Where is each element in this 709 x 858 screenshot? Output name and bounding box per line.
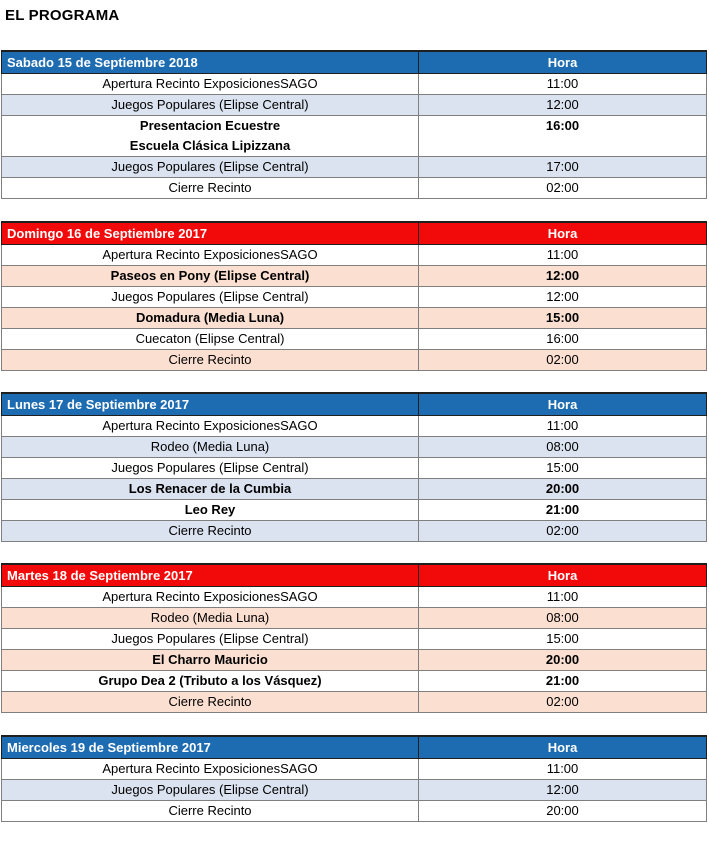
hora-header: Hora <box>419 393 707 416</box>
event-cell: Los Renacer de la Cumbia <box>2 479 419 500</box>
event-cell: Rodeo (Media Luna) <box>2 608 419 629</box>
hora-header: Hora <box>419 51 707 74</box>
time-cell: 21:00 <box>419 671 707 692</box>
event-cell: Apertura Recinto ExposicionesSAGO <box>2 74 419 95</box>
time-cell: 08:00 <box>419 608 707 629</box>
time-cell: 02:00 <box>419 521 707 542</box>
time-cell: 20:00 <box>419 650 707 671</box>
table-row <box>2 74 707 95</box>
event-cell: Paseos en Pony (Elipse Central) <box>2 266 419 287</box>
hora-header: Hora <box>419 564 707 587</box>
event-cell <box>2 116 419 157</box>
event-cell: Juegos Populares (Elipse Central) <box>2 629 419 650</box>
time-cell: 12:00 <box>419 266 707 287</box>
table-row <box>2 759 707 780</box>
day-title: Sabado 15 de Septiembre 2018 <box>2 51 419 74</box>
time-cell: 12:00 <box>419 95 707 116</box>
day-title: Miercoles 19 de Septiembre 2017 <box>2 736 419 759</box>
time-cell: 20:00 <box>419 479 707 500</box>
event-cell: Cierre Recinto <box>2 692 419 713</box>
event-cell: Cierre Recinto <box>2 801 419 822</box>
table-row <box>2 329 707 350</box>
event-cell: Leo Rey <box>2 500 419 521</box>
time-cell: 15:00 <box>419 458 707 479</box>
time-cell: 11:00 <box>419 759 707 780</box>
table-row <box>2 500 707 521</box>
schedule-table-lunes <box>1 392 707 542</box>
table-row <box>2 287 707 308</box>
table-row <box>2 479 707 500</box>
time-cell: 11:00 <box>419 416 707 437</box>
time-cell: 11:00 <box>419 74 707 95</box>
event-cell: Cierre Recinto <box>2 350 419 371</box>
event-cell: Apertura Recinto ExposicionesSAGO <box>2 245 419 266</box>
schedule-table-sabado <box>1 50 707 199</box>
event-cell: Cierre Recinto <box>2 521 419 542</box>
event-cell: Apertura Recinto ExposicionesSAGO <box>2 759 419 780</box>
table-row <box>2 157 707 178</box>
page-title: EL PROGRAMA <box>5 7 120 24</box>
day-title: Domingo 16 de Septiembre 2017 <box>2 222 419 245</box>
event-cell: Domadura (Media Luna) <box>2 308 419 329</box>
event-cell: Grupo Dea 2 (Tributo a los Vásquez) <box>2 671 419 692</box>
event-cell: Juegos Populares (Elipse Central) <box>2 95 419 116</box>
table-row <box>2 692 707 713</box>
event-cell: Juegos Populares (Elipse Central) <box>2 157 419 178</box>
event-cell: Rodeo (Media Luna) <box>2 437 419 458</box>
time-cell: 11:00 <box>419 245 707 266</box>
table-row <box>2 521 707 542</box>
time-cell: 15:00 <box>419 629 707 650</box>
time-cell: 08:00 <box>419 437 707 458</box>
time-cell: 16:00 <box>419 116 707 157</box>
table-row <box>2 308 707 329</box>
table-header-row <box>2 736 707 759</box>
table-row <box>2 116 707 157</box>
table-row <box>2 245 707 266</box>
table-row <box>2 437 707 458</box>
event-cell: Cuecaton (Elipse Central) <box>2 329 419 350</box>
table-row <box>2 458 707 479</box>
schedule-table-miercoles <box>1 735 707 822</box>
time-cell: 02:00 <box>419 178 707 199</box>
schedule-table-martes <box>1 563 707 713</box>
time-cell: 15:00 <box>419 308 707 329</box>
table-header-row <box>2 393 707 416</box>
table-row <box>2 650 707 671</box>
schedule-table-domingo <box>1 221 707 371</box>
event-cell: El Charro Mauricio <box>2 650 419 671</box>
day-title: Lunes 17 de Septiembre 2017 <box>2 393 419 416</box>
time-cell: 20:00 <box>419 801 707 822</box>
time-cell: 17:00 <box>419 157 707 178</box>
table-row <box>2 178 707 199</box>
table-row <box>2 780 707 801</box>
hora-header: Hora <box>419 736 707 759</box>
event-line-2: Escuela Clásica Lipizzana <box>129 138 291 153</box>
table-header-row <box>2 564 707 587</box>
event-cell: Juegos Populares (Elipse Central) <box>2 458 419 479</box>
time-cell: 12:00 <box>419 287 707 308</box>
time-cell: 21:00 <box>419 500 707 521</box>
table-row <box>2 608 707 629</box>
table-header-row <box>2 51 707 74</box>
table-row <box>2 587 707 608</box>
event-cell: Apertura Recinto ExposicionesSAGO <box>2 587 419 608</box>
time-cell: 02:00 <box>419 692 707 713</box>
time-cell: 12:00 <box>419 780 707 801</box>
table-row <box>2 629 707 650</box>
event-cell: Apertura Recinto ExposicionesSAGO <box>2 416 419 437</box>
event-line-1: Presentacion Ecuestre <box>139 118 281 133</box>
table-row <box>2 671 707 692</box>
table-row <box>2 416 707 437</box>
table-row <box>2 801 707 822</box>
time-cell: 11:00 <box>419 587 707 608</box>
table-header-row <box>2 222 707 245</box>
table-row <box>2 266 707 287</box>
table-row <box>2 95 707 116</box>
time-cell: 16:00 <box>419 329 707 350</box>
event-cell: Juegos Populares (Elipse Central) <box>2 287 419 308</box>
event-cell: Juegos Populares (Elipse Central) <box>2 780 419 801</box>
time-cell: 02:00 <box>419 350 707 371</box>
hora-header: Hora <box>419 222 707 245</box>
day-title: Martes 18 de Septiembre 2017 <box>2 564 419 587</box>
table-row <box>2 350 707 371</box>
event-cell: Cierre Recinto <box>2 178 419 199</box>
